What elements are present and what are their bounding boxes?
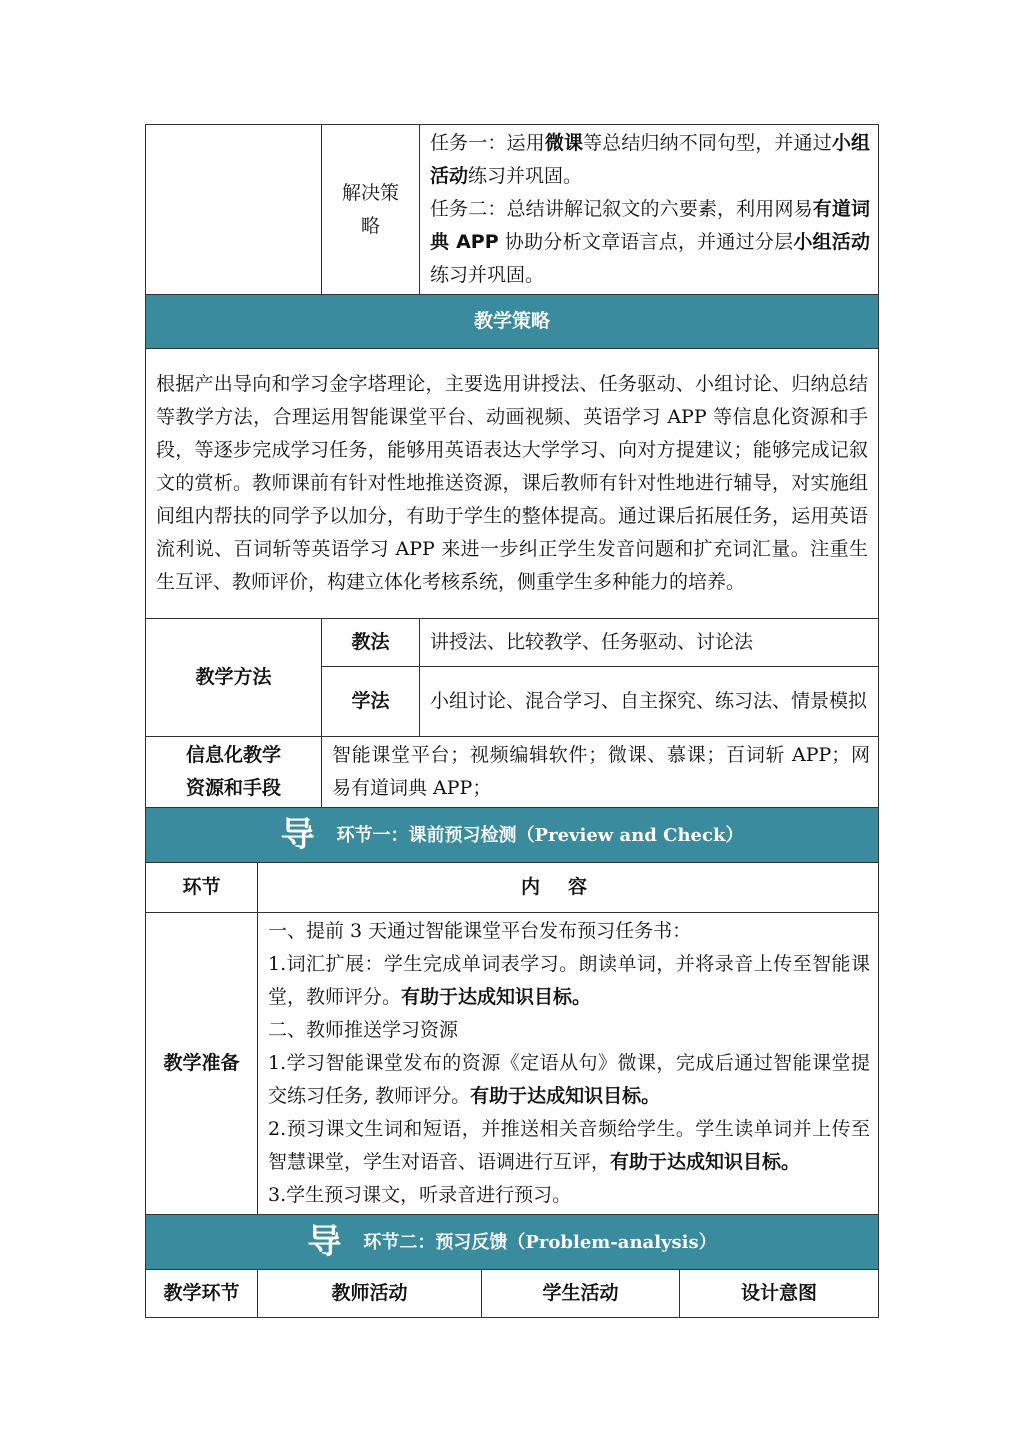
resources-label: 信息化教学 资源和手段: [146, 737, 322, 808]
strategy-label-cell: [322, 125, 420, 295]
methods-label: 教学方法: [146, 619, 322, 737]
teaching-strategy-text: 根据产出导向和学习金字塔理论，主要选用讲授法、任务驱动、小组讨论、归纳总结等教学方法，合理运用智能课堂平台、动画视频、英语学习 APP 等信息化资源和手段，等逐步完成学习任务，能够用英语表达大学学习、向对方提建议；能够完成记叙文的赏析。教师课前有针对性地推送资源，课后教师有针对性地进行辅导，对实施组间组内帮扶的同学予以加分，有助于学生的整体提高。通过课后拓展任务，运用英语流利说、百词斩等英语学习 APP 来进一步纠正学生发音问题和扩充词汇量。注重生生互评、教师评价，构建立体化考核系统，侧重学生多种能力的培养。: [146, 349, 879, 619]
section-one-col-stage: 环节: [146, 863, 258, 913]
guide-glyph: 导: [280, 814, 315, 855]
strategy-row: [146, 125, 879, 295]
task-one: 任务一：运用微课等总结归纳不同句型，并通过小组活动练习并巩固。: [430, 132, 870, 187]
section-one-col-content: 内容: [258, 863, 879, 913]
resources-value: 智能课堂平台；视频编辑软件；微课、慕课；百词斩 APP；网易有道词典 APP；: [322, 737, 879, 808]
learn-method-label: 学法: [322, 667, 420, 737]
lesson-plan-page: [145, 124, 878, 1318]
lesson-plan-table: [145, 124, 879, 1318]
strategy-tasks-cell: [420, 125, 879, 295]
guide-glyph: 导: [307, 1221, 342, 1262]
col-design-intent: 设计意图: [680, 1270, 879, 1318]
section-one-header: 导 环节一：课前预习检测（Preview and Check）: [146, 808, 879, 863]
strategy-label: 解决策略: [341, 181, 399, 237]
col-student-activity: 学生活动: [482, 1270, 680, 1318]
prep-label: 教学准备: [146, 913, 258, 1215]
learn-method-value: 小组讨论、混合学习、自主探究、练习法、情景模拟: [420, 667, 879, 737]
teach-method-value: 讲授法、比较教学、任务驱动、讨论法: [420, 619, 879, 667]
prep-content: 一、提前 3 天通过智能课堂平台发布预习任务书： 1.词汇扩展：学生完成单词表学习。朗读单词，并将录音上传至智能课堂，教师评分。有助于达成知识目标。 二、教师推送学习资源 1.学习智能课堂发布的资源《定语从句》微课，完成后通过智能课堂提交练习任务, 教师评分。有助于达成知识目标。 2.预习课文生词和短语，并推送相关音频给学生。学生读单词并上传至智慧课堂，学生对语音、语调进行互评，有助于达成知识目标。 3.学生预习课文，听录音进行预习。: [258, 913, 879, 1215]
section-two-header: 导 环节二：预习反馈（Problem-analysis）: [146, 1215, 879, 1270]
teaching-strategy-header: 教学策略: [146, 295, 879, 349]
col-teacher-activity: 教师活动: [258, 1270, 482, 1318]
teach-method-label: 教法: [322, 619, 420, 667]
task-two: 任务二：总结讲解记叙文的六要素，利用网易有道词典 APP 协助分析文章语言点，并通过分层小组活动练习并巩固。: [430, 198, 871, 286]
strategy-empty-cell: [146, 125, 322, 295]
col-teaching-stage: 教学环节: [146, 1270, 258, 1318]
